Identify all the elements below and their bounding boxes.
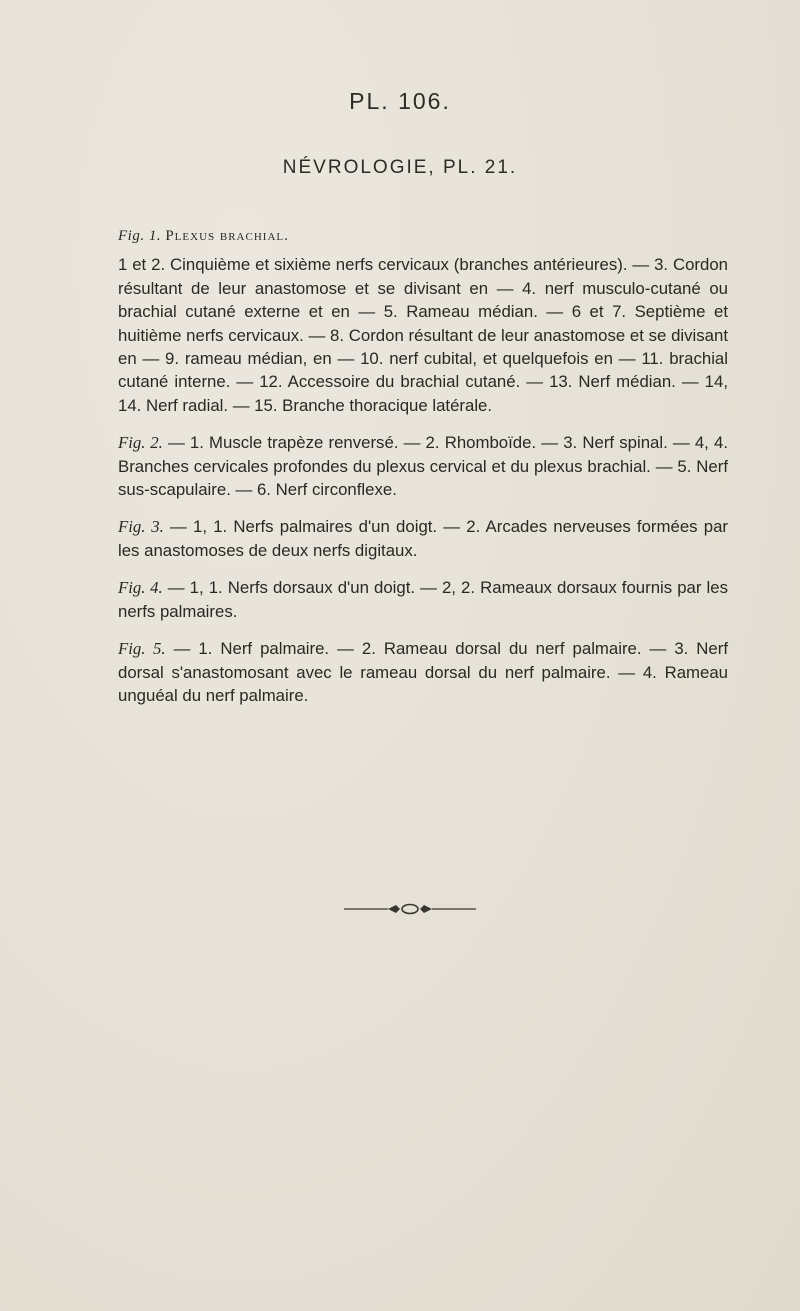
fig1-title: Plexus brachial. xyxy=(165,228,289,244)
fig3-label: Fig. 3. xyxy=(118,517,164,537)
decorative-divider-icon xyxy=(340,902,480,916)
plate-number: PL. 106. xyxy=(349,88,451,114)
fig5-text: — 1. Nerf palmaire. — 2. Rameau dorsal du nerf palmaire. — 3. Nerf dorsal s'anastomosant avec le rameau dorsal du nerf palmaire. — 4. Rameau unguéal du nerf palmaire. xyxy=(118,639,729,705)
fig2-text: — 1. Muscle trapèze renversé. — 2. Rhomboïde. — 3. Nerf spinal. — 4, 4. Branches cervicales profondes du plexus cervical et du plexus brachial. — 5. Nerf sus-scapulaire. — 6. Nerf circonflexe. xyxy=(118,433,728,500)
fig2-label: Fig. 2. xyxy=(118,433,163,453)
fig5-paragraph xyxy=(118,637,728,707)
fig1-label: Fig. 1. xyxy=(118,228,162,244)
fig4-label: Fig. 4. xyxy=(118,578,163,598)
fig2-paragraph xyxy=(118,431,728,501)
fig3-paragraph xyxy=(118,515,728,562)
fig3-text: — 1, 1. Nerfs palmaires d'un doigt. — 2. Arcades nerveuses formées par les anastomoses de deux nerfs digitaux. xyxy=(118,517,729,560)
section-title: NÉVROLOGIE, PL. 21. xyxy=(282,157,518,178)
fig5-label: Fig. 5. xyxy=(118,639,166,659)
legend-text xyxy=(118,225,728,721)
fig1-text: 1 et 2. Cinquième et sixième nerfs cervicaux (branches antérieures). — 3. Cordon résultant de leur anastomose et se divisant en — 4. nerf musculo-cutané ou brachial cutané externe et en — 5. Rameau médian. — 6 et 7. Septième et huitième nerfs cervicaux. — 8. Cordon résultant de leur anastomose et se divisant en — 9. rameau médian, en — 10. nerf cubital, et quelquefois en — 11. brachial cutané interne. — 12. Accessoire du brachial cutané. — 13. Nerf médian. — 14, 14. Nerf radial. — 15. Branche thoracique latérale. xyxy=(118,255,728,415)
fig4-text: — 1, 1. Nerfs dorsaux d'un doigt. — 2, 2. Rameaux dorsaux fournis par les nerfs palmaires. xyxy=(118,578,729,621)
fig4-paragraph xyxy=(118,576,728,623)
fig1-heading xyxy=(118,225,728,248)
